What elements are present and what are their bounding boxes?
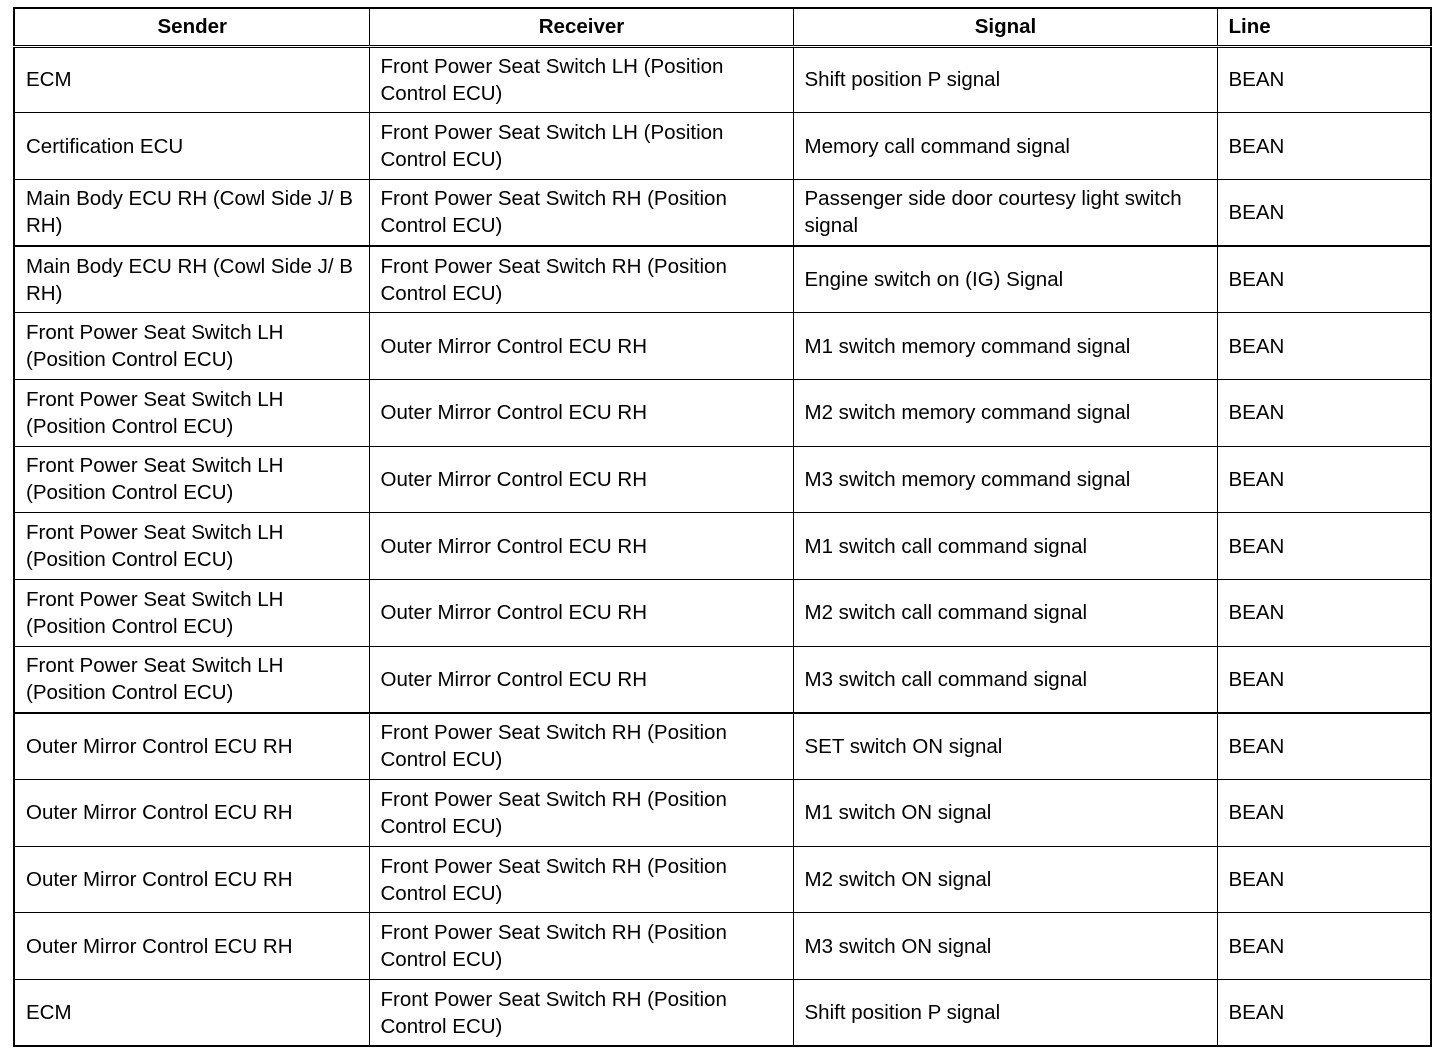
cell-sender: Front Power Seat Switch LH (Position Control ECU)	[14, 379, 369, 446]
header-receiver: Receiver	[369, 8, 793, 46]
cell-signal: M2 switch memory command signal	[793, 379, 1217, 446]
cell-sender: Outer Mirror Control ECU RH	[14, 913, 369, 980]
cell-line: BEAN	[1217, 313, 1431, 380]
cell-line: BEAN	[1217, 713, 1431, 780]
cell-receiver: Outer Mirror Control ECU RH	[369, 580, 793, 647]
cell-receiver: Outer Mirror Control ECU RH	[369, 313, 793, 380]
table-row	[14, 179, 1431, 246]
cell-line: BEAN	[1217, 246, 1431, 313]
cell-signal: M1 switch call command signal	[793, 513, 1217, 580]
cell-receiver: Outer Mirror Control ECU RH	[369, 446, 793, 513]
table-row	[14, 246, 1431, 313]
table-row	[14, 313, 1431, 380]
cell-sender: Front Power Seat Switch LH (Position Control ECU)	[14, 580, 369, 647]
cell-sender: Main Body ECU RH (Cowl Side J/ B RH)	[14, 246, 369, 313]
cell-sender: Outer Mirror Control ECU RH	[14, 713, 369, 780]
table-row	[14, 780, 1431, 847]
cell-receiver: Front Power Seat Switch RH (Position Control ECU)	[369, 179, 793, 246]
cell-sender: ECM	[14, 46, 369, 113]
table-row	[14, 846, 1431, 913]
table-row	[14, 379, 1431, 446]
cell-line: BEAN	[1217, 446, 1431, 513]
table-row	[14, 913, 1431, 980]
cell-line: BEAN	[1217, 46, 1431, 113]
header-row	[14, 8, 1431, 46]
cell-sender: ECM	[14, 980, 369, 1047]
header-sender: Sender	[14, 8, 369, 46]
cell-line: BEAN	[1217, 113, 1431, 180]
cell-signal: M1 switch memory command signal	[793, 313, 1217, 380]
cell-sender: Main Body ECU RH (Cowl Side J/ B RH)	[14, 179, 369, 246]
cell-signal: M2 switch call command signal	[793, 580, 1217, 647]
cell-line: BEAN	[1217, 179, 1431, 246]
table-body	[14, 46, 1431, 1046]
table-row	[14, 980, 1431, 1047]
cell-sender: Front Power Seat Switch LH (Position Control ECU)	[14, 646, 369, 713]
cell-signal: Shift position P signal	[793, 46, 1217, 113]
cell-receiver: Front Power Seat Switch LH (Position Control ECU)	[369, 113, 793, 180]
cell-receiver: Outer Mirror Control ECU RH	[369, 513, 793, 580]
cell-receiver: Front Power Seat Switch RH (Position Control ECU)	[369, 846, 793, 913]
cell-receiver: Front Power Seat Switch RH (Position Control ECU)	[369, 980, 793, 1047]
cell-signal: M3 switch call command signal	[793, 646, 1217, 713]
cell-signal: Shift position P signal	[793, 980, 1217, 1047]
cell-sender: Front Power Seat Switch LH (Position Control ECU)	[14, 313, 369, 380]
cell-line: BEAN	[1217, 580, 1431, 647]
table-row	[14, 113, 1431, 180]
header-signal: Signal	[793, 8, 1217, 46]
cell-line: BEAN	[1217, 646, 1431, 713]
cell-signal: Engine switch on (IG) Signal	[793, 246, 1217, 313]
cell-receiver: Front Power Seat Switch RH (Position Control ECU)	[369, 780, 793, 847]
cell-sender: Front Power Seat Switch LH (Position Control ECU)	[14, 446, 369, 513]
cell-signal: M3 switch ON signal	[793, 913, 1217, 980]
cell-receiver: Front Power Seat Switch RH (Position Control ECU)	[369, 246, 793, 313]
cell-signal: Memory call command signal	[793, 113, 1217, 180]
cell-sender: Certification ECU	[14, 113, 369, 180]
cell-receiver: Front Power Seat Switch RH (Position Control ECU)	[369, 913, 793, 980]
table-row	[14, 580, 1431, 647]
cell-line: BEAN	[1217, 980, 1431, 1047]
table-row	[14, 46, 1431, 113]
communication-table-container	[13, 7, 1430, 1047]
cell-sender: Outer Mirror Control ECU RH	[14, 780, 369, 847]
cell-signal: M1 switch ON signal	[793, 780, 1217, 847]
cell-sender: Front Power Seat Switch LH (Position Control ECU)	[14, 513, 369, 580]
communication-signal-table	[13, 7, 1432, 1047]
cell-receiver: Outer Mirror Control ECU RH	[369, 646, 793, 713]
table-row	[14, 713, 1431, 780]
table-header	[14, 8, 1431, 46]
table-row	[14, 646, 1431, 713]
cell-line: BEAN	[1217, 513, 1431, 580]
cell-line: BEAN	[1217, 780, 1431, 847]
cell-signal: M2 switch ON signal	[793, 846, 1217, 913]
table-row	[14, 446, 1431, 513]
cell-line: BEAN	[1217, 846, 1431, 913]
cell-signal: SET switch ON signal	[793, 713, 1217, 780]
cell-line: BEAN	[1217, 913, 1431, 980]
cell-receiver: Outer Mirror Control ECU RH	[369, 379, 793, 446]
cell-receiver: Front Power Seat Switch LH (Position Control ECU)	[369, 46, 793, 113]
cell-sender: Outer Mirror Control ECU RH	[14, 846, 369, 913]
cell-line: BEAN	[1217, 379, 1431, 446]
table-row	[14, 513, 1431, 580]
cell-signal: Passenger side door courtesy light switch signal	[793, 179, 1217, 246]
cell-receiver: Front Power Seat Switch RH (Position Control ECU)	[369, 713, 793, 780]
header-line: Line	[1217, 8, 1431, 46]
cell-signal: M3 switch memory command signal	[793, 446, 1217, 513]
